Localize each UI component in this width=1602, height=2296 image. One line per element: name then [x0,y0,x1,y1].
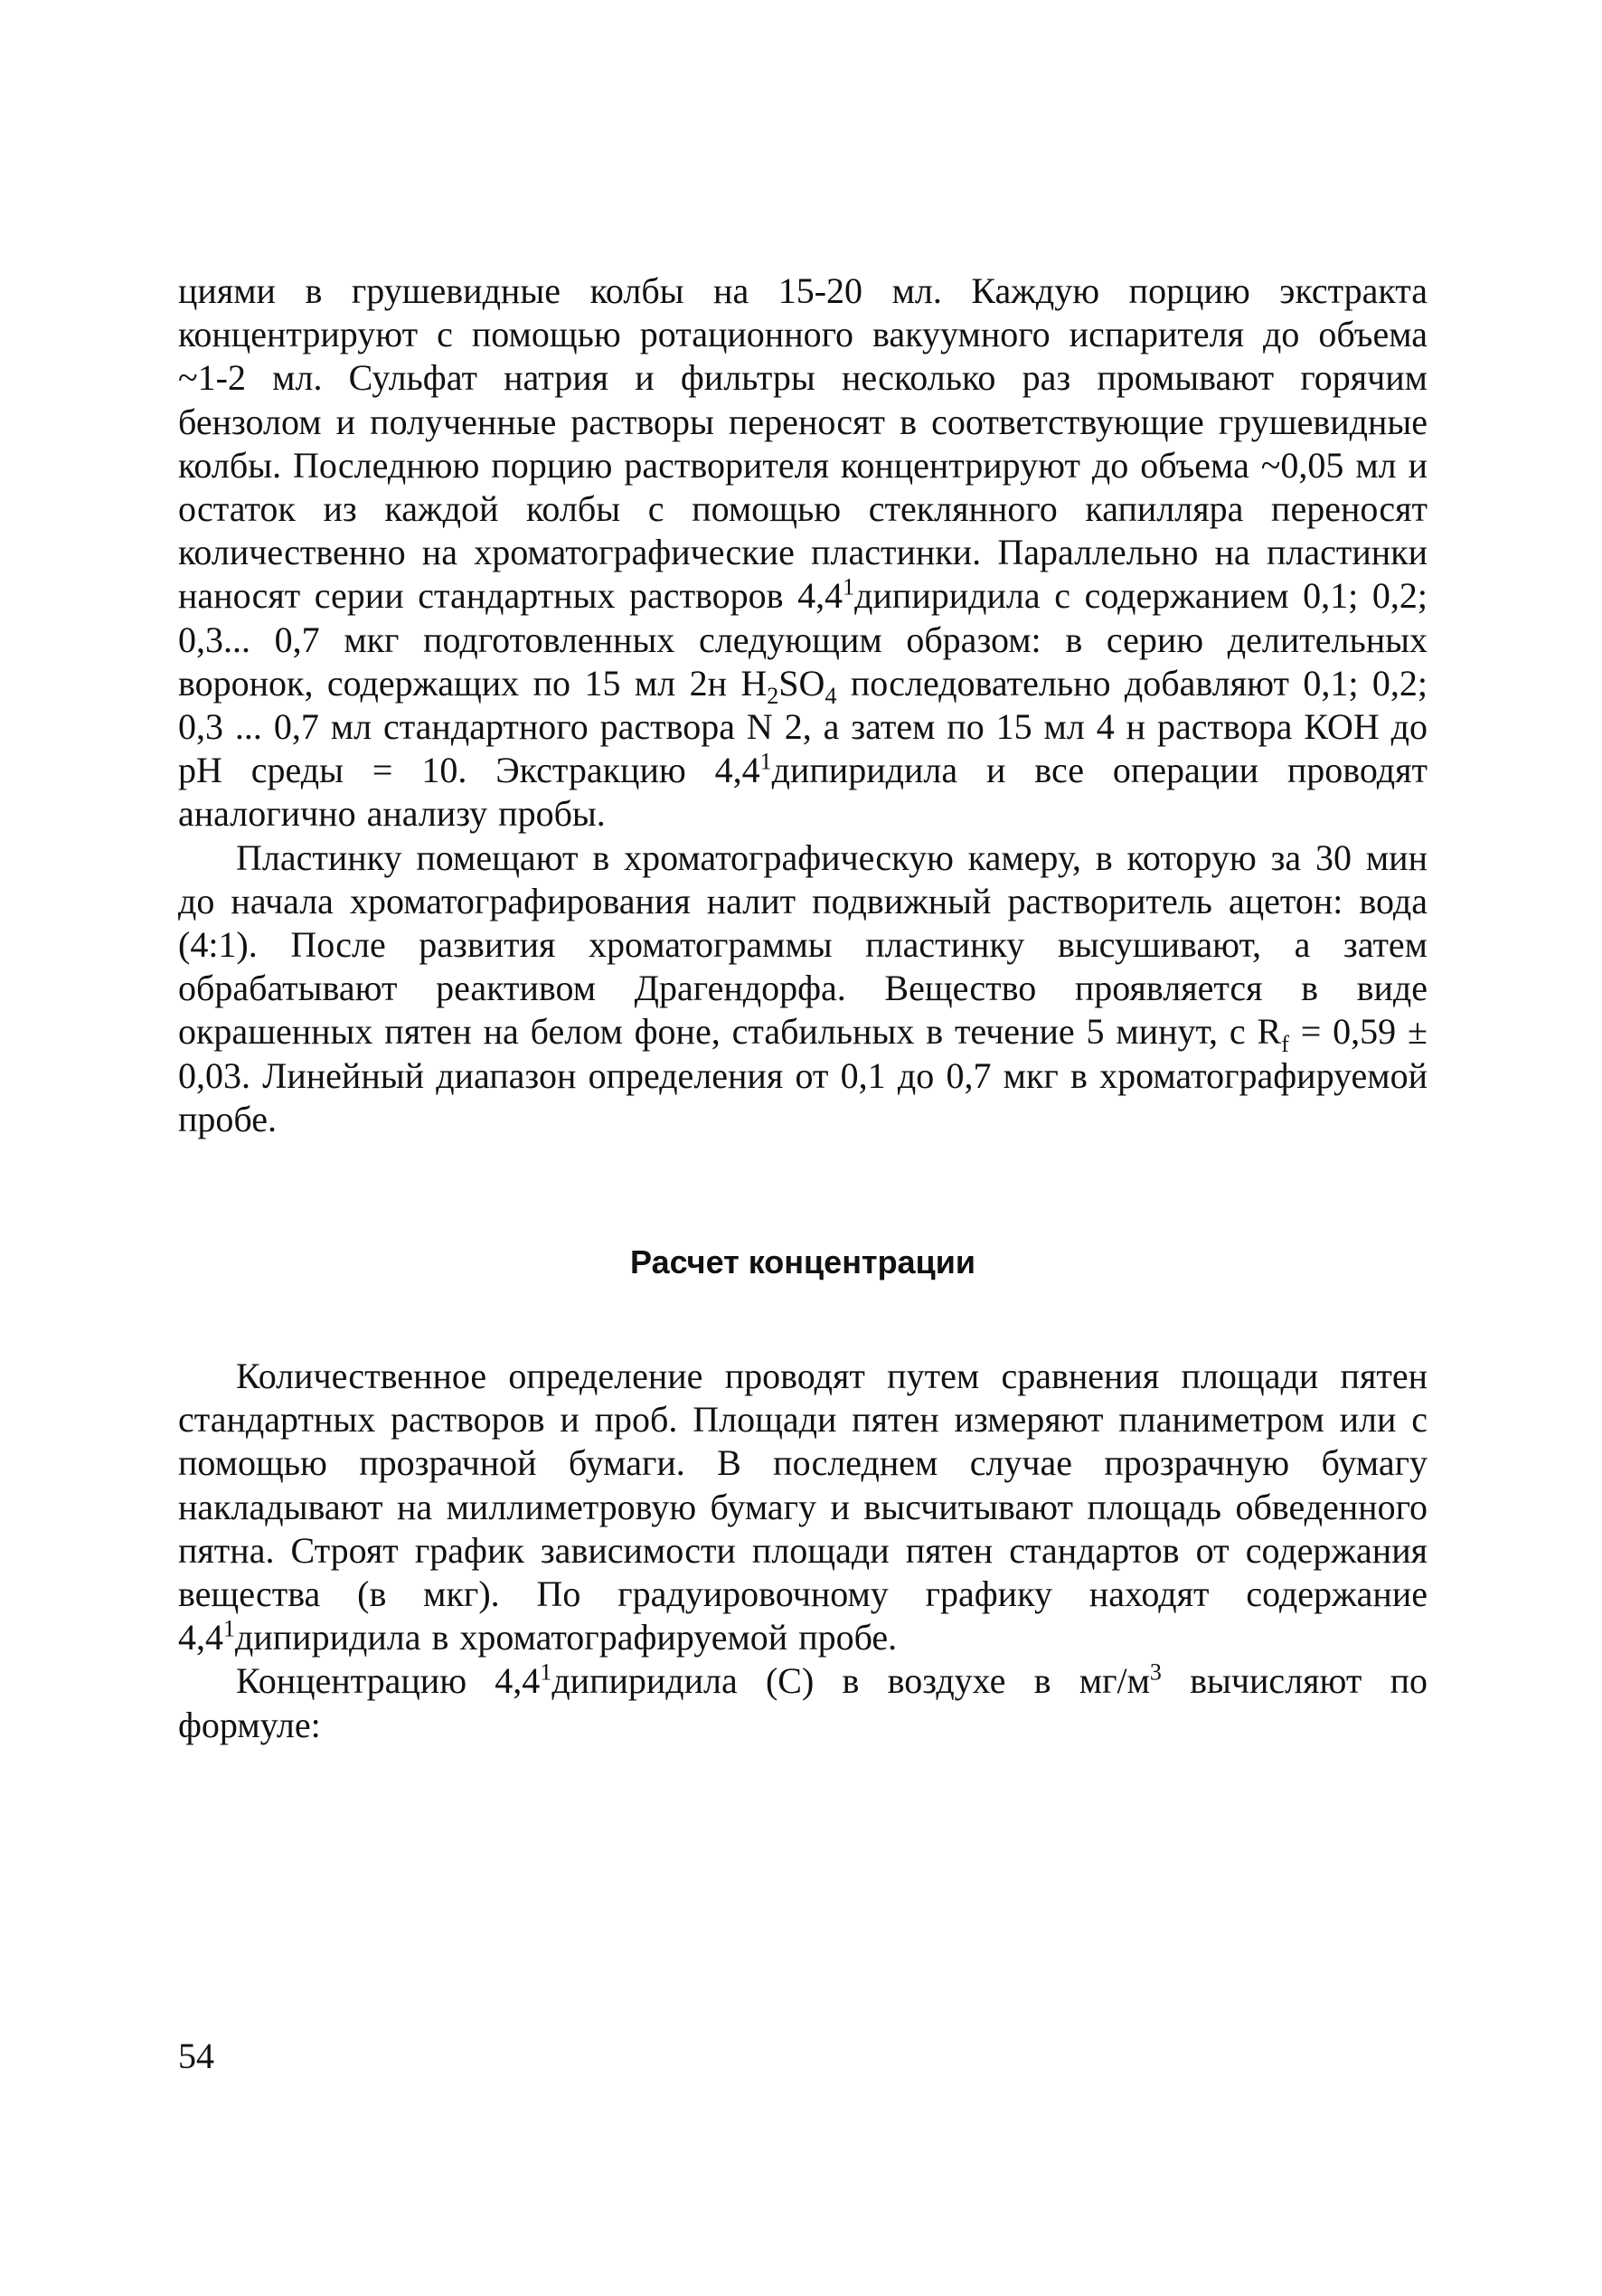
section-heading: Расчет концентрации [630,1243,975,1281]
paragraph-quantification [178,1355,1428,1659]
page-number: 54 [178,2036,214,2076]
text: вычисляют по формуле: [178,1660,1428,1745]
paragraph-concentration [178,1659,1428,1746]
text: Концентрацию 4,4 [236,1660,541,1702]
paragraph-extraction [178,269,1428,836]
subscript: 4 [825,682,837,709]
text: Количественное определение проводят путем сравнения площади пятен стандартных растворов и проб. Площади пятен измеряют планиметром или с помощью прозрачной бумаги. В последнем случае прозрачную бумагу накладывают на миллиметровую бумагу и высчитывают площадь обведенного пятна. Строят график зависимости площади пятен стандартов от содержания вещества (в мкг). По градуировочному графику находят содержание 4,4 [178,1356,1428,1658]
subscript: 2 [767,682,779,709]
text: циями в грушевидные колбы на 15-20 мл. Каждую порцию экстракта концентрируют с помощью ротационного вакуумного испарителя до объема ~1-2 мл. Сульфат натрия и фильтры несколько раз промывают горячим бензолом и полученные растворы переносят в соответствующие грушевидные колбы. Последнюю порцию растворителя концентрируют до объема ~0,05 мл и остаток из каждой колбы с помощью стеклянного капилляра переносят количественно на хроматографические пластинки. Параллельно на пластинки наносят серии стандартных растворов 4,4 [178,270,1428,617]
superscript: 1 [759,748,772,775]
paragraph-chromatography [178,836,1428,1141]
superscript: 1 [223,1615,235,1642]
superscript: 1 [843,574,855,601]
text: дипиридила (С) в воздухе в мг/м [551,1660,1150,1702]
superscript: 1 [540,1659,552,1687]
subscript: f [1281,1031,1289,1058]
text: дипиридила в хроматографируемой пробе. [235,1617,898,1658]
text: SO [778,662,825,704]
text: Пластинку помещают в хроматографическую камеру, в которую за 30 мин до начала хроматографирования налит подвижный растворитель ацетон: вода (4:1). После развития хроматограммы пластинку высушивают, а затем обрабатывают реактивом Драгендорфа. Вещество проявляется в виде окрашенных пятен на белом фоне, стабильных в течение 5 минут, с R [178,836,1428,1053]
text: дипиридила с содержанием 0,1; 0,2; 0,3... 0,7 мкг подготовленных следующим образом: в серию делительных воронок, содержащих по 15 мл 2н H [178,575,1428,704]
text: последовательно добавляют 0,1; 0,2; 0,3 ... 0,7 мл стандартного раствора N 2, а затем по 15 мл 4 н раствора КОН до pH среды = 10. Экстракцию 4,4 [178,662,1428,791]
text: дипиридила и все операции проводят аналогично анализу пробы. [178,750,1428,835]
text: = 0,59 ± 0,03. Линейный диапазон определения от 0,1 до 0,7 мкг в хроматографируемой пробе. [178,1011,1428,1139]
page-content [178,269,1428,1747]
superscript: 3 [1149,1659,1162,1687]
